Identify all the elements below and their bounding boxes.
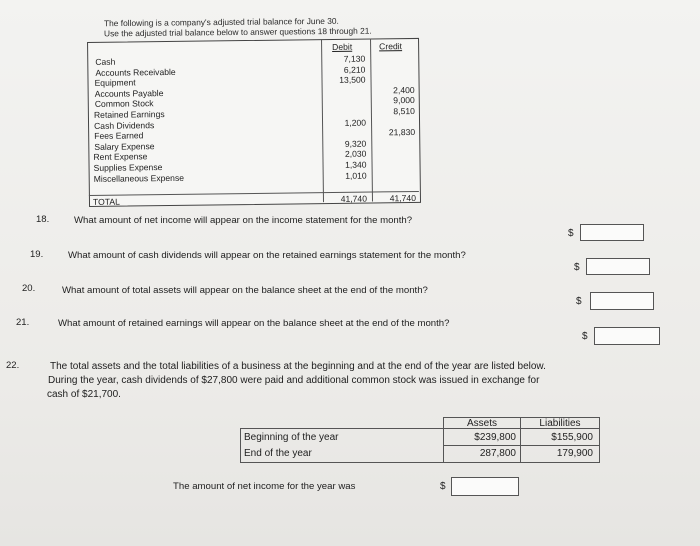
- credit-amount: 2,400: [393, 84, 415, 96]
- q22-line-2: During the year, cash dividends of $27,800 were paid and additional common stock was issued in exchange for: [48, 375, 540, 386]
- currency-symbol: $: [568, 228, 574, 239]
- net-income-prompt: The amount of net income for the year was: [173, 481, 356, 492]
- total-label: TOTAL: [92, 196, 120, 207]
- col-header-liabilities: Liabilities: [539, 418, 581, 429]
- account-name: Fees Earned: [94, 130, 144, 142]
- debit-header: Debit: [332, 41, 353, 52]
- account-name: Salary Expense: [94, 140, 155, 152]
- credit-header: Credit: [379, 41, 403, 52]
- question-number: 18.: [36, 214, 50, 225]
- account-name: Cash Dividends: [93, 119, 155, 131]
- debit-amount: 7,130: [343, 53, 366, 64]
- account-name: Accounts Receivable: [95, 66, 176, 78]
- question-number: 21.: [16, 317, 30, 328]
- account-name: Retained Earnings: [93, 109, 165, 120]
- debit-amount: 1,200: [344, 117, 367, 128]
- question-number: 19.: [30, 249, 44, 260]
- currency-symbol: $: [582, 331, 588, 342]
- account-name: Cash: [95, 56, 116, 67]
- q22-line-1: The total assets and the total liabilities of a business at the beginning and at the end of the year are listed below.: [50, 361, 546, 372]
- cell-assets-end: 287,800: [479, 448, 516, 459]
- intro-line-2: Use the adjusted trial balance below to answer questions 18 through 21.: [103, 25, 372, 39]
- q22-line-3: cash of $21,700.: [47, 389, 121, 400]
- answer-input-22[interactable]: [451, 477, 519, 496]
- credit-amount: 9,000: [393, 95, 415, 106]
- cell-liabilities-end: 179,900: [556, 448, 593, 459]
- answer-input-20[interactable]: [590, 292, 654, 310]
- debit-amount: 1,010: [345, 170, 367, 181]
- total-debit: 41,740: [340, 193, 368, 204]
- account-name: Common Stock: [94, 98, 154, 110]
- row-label-end: End of the year: [244, 448, 312, 459]
- answer-input-19[interactable]: [586, 258, 650, 275]
- currency-symbol: $: [440, 481, 446, 492]
- answer-input-21[interactable]: [594, 327, 660, 345]
- account-name: Accounts Payable: [94, 87, 164, 99]
- account-name: Miscellaneous Expense: [93, 172, 185, 184]
- assets-liabilities-table: [240, 417, 600, 463]
- trial-balance: [0, 0, 700, 213]
- intro-line-1: The following is a company's adjusted trial balance for June 30.: [103, 15, 339, 29]
- question-number: 22.: [6, 360, 20, 371]
- account-name: Equipment: [94, 77, 136, 89]
- account-name: Supplies Expense: [93, 162, 163, 173]
- question-text: What amount of net income will appear on the income statement for the month?: [74, 215, 413, 226]
- total-credit: 41,740: [389, 192, 417, 204]
- question-text: What amount of total assets will appear on the balance sheet at the end of the month?: [62, 285, 428, 296]
- cell-assets-beginning: $239,800: [474, 432, 516, 443]
- debit-amount: 9,320: [344, 138, 367, 149]
- cell-liabilities-beginning: $155,900: [551, 432, 593, 443]
- debit-amount: 13,500: [339, 74, 366, 86]
- debit-amount: 1,340: [344, 159, 367, 170]
- row-label-beginning: Beginning of the year: [244, 432, 339, 443]
- question-text: What amount of cash dividends will appear on the retained earnings statement for the month?: [68, 250, 466, 261]
- credit-amount: 8,510: [393, 105, 415, 117]
- answer-input-18[interactable]: [580, 224, 644, 241]
- debit-amount: 6,210: [343, 64, 366, 75]
- question-number: 20.: [22, 283, 36, 294]
- account-name: Rent Expense: [93, 151, 148, 163]
- col-header-assets: Assets: [466, 418, 497, 429]
- debit-amount: 2,030: [344, 148, 367, 160]
- currency-symbol: $: [576, 296, 582, 307]
- currency-symbol: $: [574, 262, 580, 273]
- credit-amount: 21,830: [388, 127, 416, 138]
- question-text: What amount of retained earnings will appear on the balance sheet at the end of the month?: [58, 318, 450, 329]
